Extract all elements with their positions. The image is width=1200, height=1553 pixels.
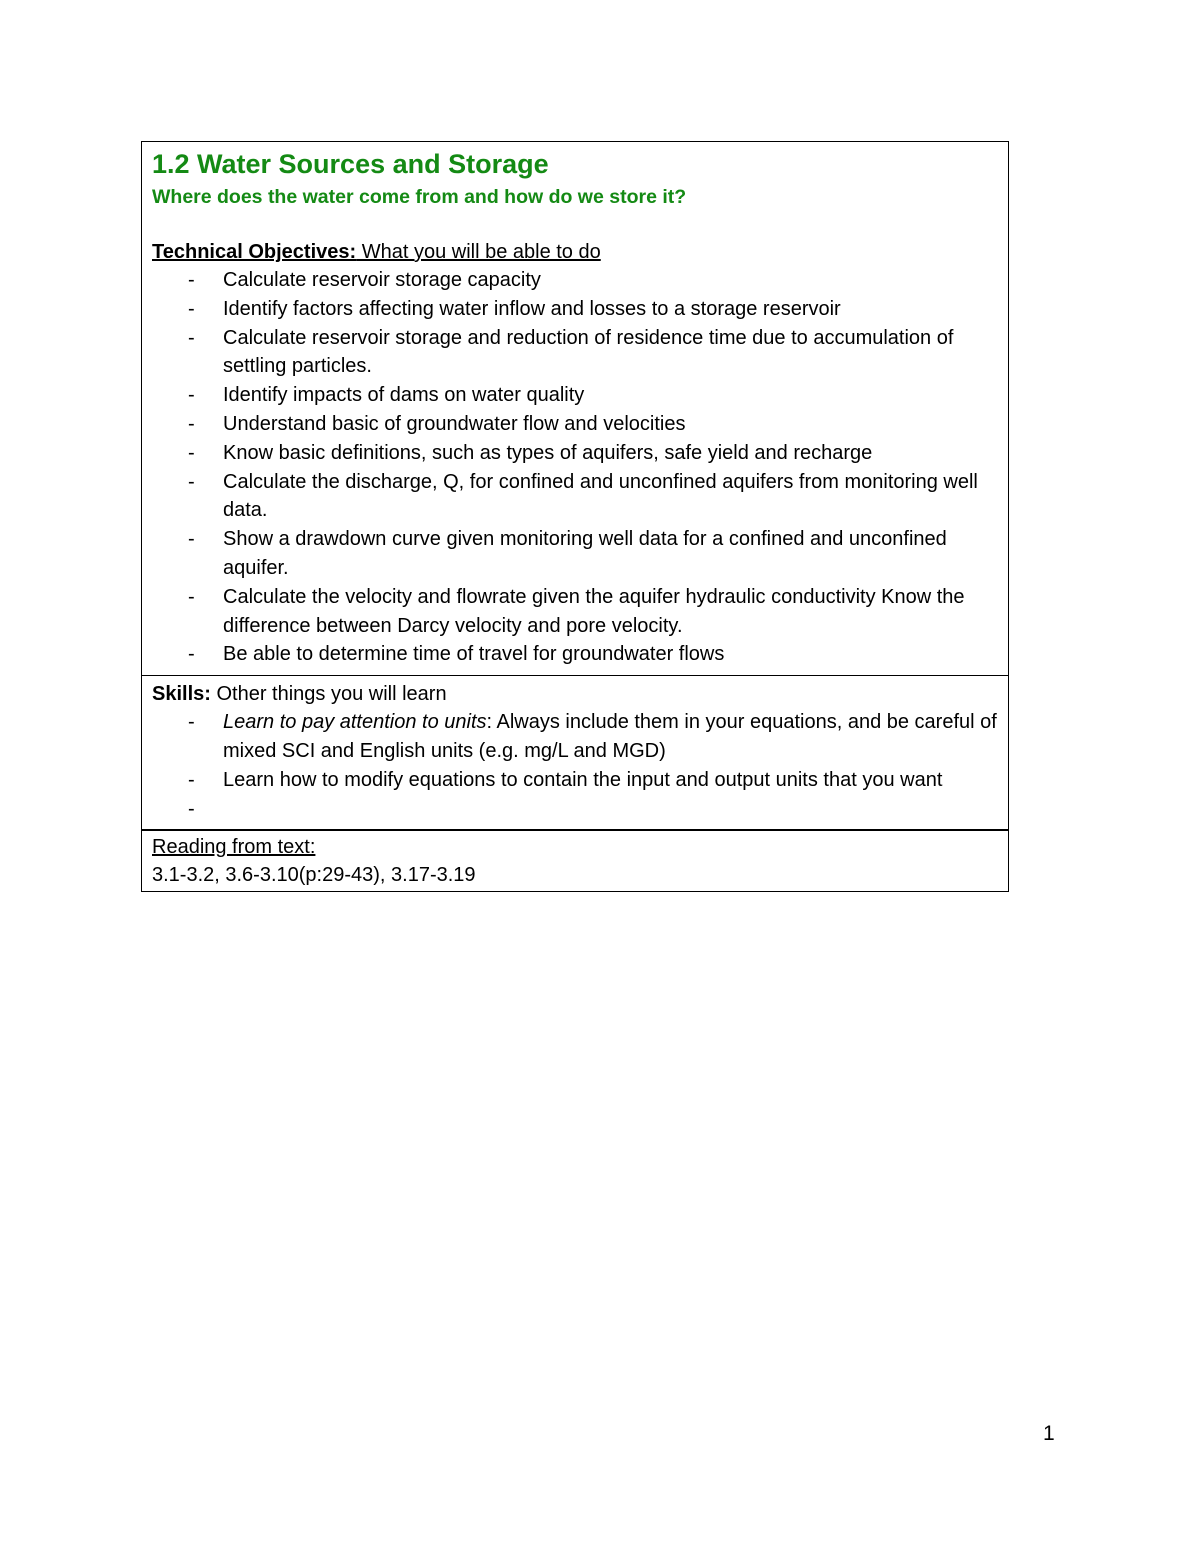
list-item-text: Identify impacts of dams on water quality [223, 384, 585, 407]
dash-bullet: - [188, 269, 195, 291]
objectives-section [142, 142, 1008, 675]
skills-section [142, 675, 1008, 829]
skills-description: Other things you will learn [210, 683, 447, 706]
dash-bullet: - [188, 528, 195, 551]
list-item-text: Understand basic of groundwater flow and velocities [223, 412, 686, 435]
list-item-text: : Always include them in your equations, and be careful of mixed SCI and English units (e.g. mg/L and MGD) [223, 711, 997, 762]
skills-label: Skills: [152, 683, 211, 706]
list-item [152, 439, 998, 468]
dash-bullet: - [188, 384, 195, 407]
skill-emphasis: Learn to pay attention to units [223, 711, 487, 734]
dash-bullet: - [188, 470, 195, 493]
list-item [152, 583, 998, 641]
dash-bullet: - [188, 441, 195, 464]
technical-objectives-heading [152, 238, 998, 266]
dash-bullet: - [188, 412, 195, 435]
list-item [152, 295, 998, 324]
list-item [152, 324, 998, 382]
objectives-list [152, 266, 998, 669]
skills-list [152, 708, 998, 823]
list-item [152, 640, 998, 669]
reading-heading: Reading from text: [152, 836, 316, 859]
list-item [152, 525, 998, 583]
list-item [152, 381, 998, 410]
list-item-text: Calculate the discharge, Q, for confined and unconfined aquifers from monitoring well data. [223, 470, 978, 522]
dash-bullet: - [188, 585, 195, 608]
list-item [152, 795, 998, 824]
list-item [152, 410, 998, 439]
skills-heading [152, 680, 998, 708]
list-item [152, 708, 998, 766]
technical-objectives-label: Technical Objectives: [152, 241, 357, 263]
list-item [152, 766, 998, 795]
page-number: 1 [1043, 1422, 1055, 1445]
list-item-text: Learn how to modify equations to contain the input and output units that you want [223, 768, 943, 791]
dash-bullet: - [188, 797, 195, 820]
section-title: 1.2 Water Sources and Storage [152, 149, 549, 179]
reading-assignment: 3.1-3.2, 3.6-3.10(p:29-43), 3.17-3.19 [152, 864, 476, 887]
list-item [152, 468, 998, 526]
list-item-text: Show a drawdown curve given monitoring well data for a confined and unconfined aquifer. [223, 528, 947, 579]
dash-bullet: - [188, 768, 195, 791]
list-item-text: Calculate reservoir storage capacity [223, 269, 541, 291]
objectives-table [141, 141, 1009, 892]
dash-bullet: - [188, 297, 195, 320]
list-item-text: Calculate the velocity and flowrate given the aquifer hydraulic conductivity Know the difference between Darcy velocity and pore velocity. [223, 585, 965, 637]
list-item [152, 266, 998, 295]
dash-bullet: - [188, 711, 195, 734]
list-item-text: Calculate reservoir storage and reduction of residence time due to accumulation of settling particles. [223, 326, 954, 378]
dash-bullet: - [188, 326, 195, 349]
list-item-text: Be able to determine time of travel for groundwater flows [223, 643, 725, 666]
list-item-text: Identify factors affecting water inflow and losses to a storage reservoir [223, 297, 841, 320]
section-subtitle: Where does the water come from and how do we store it? [152, 186, 687, 208]
reading-section [142, 829, 1008, 891]
dash-bullet: - [188, 643, 195, 666]
list-item-text: Know basic definitions, such as types of aquifers, safe yield and recharge [223, 441, 873, 464]
technical-objectives-description: What you will be able to do [356, 241, 601, 263]
